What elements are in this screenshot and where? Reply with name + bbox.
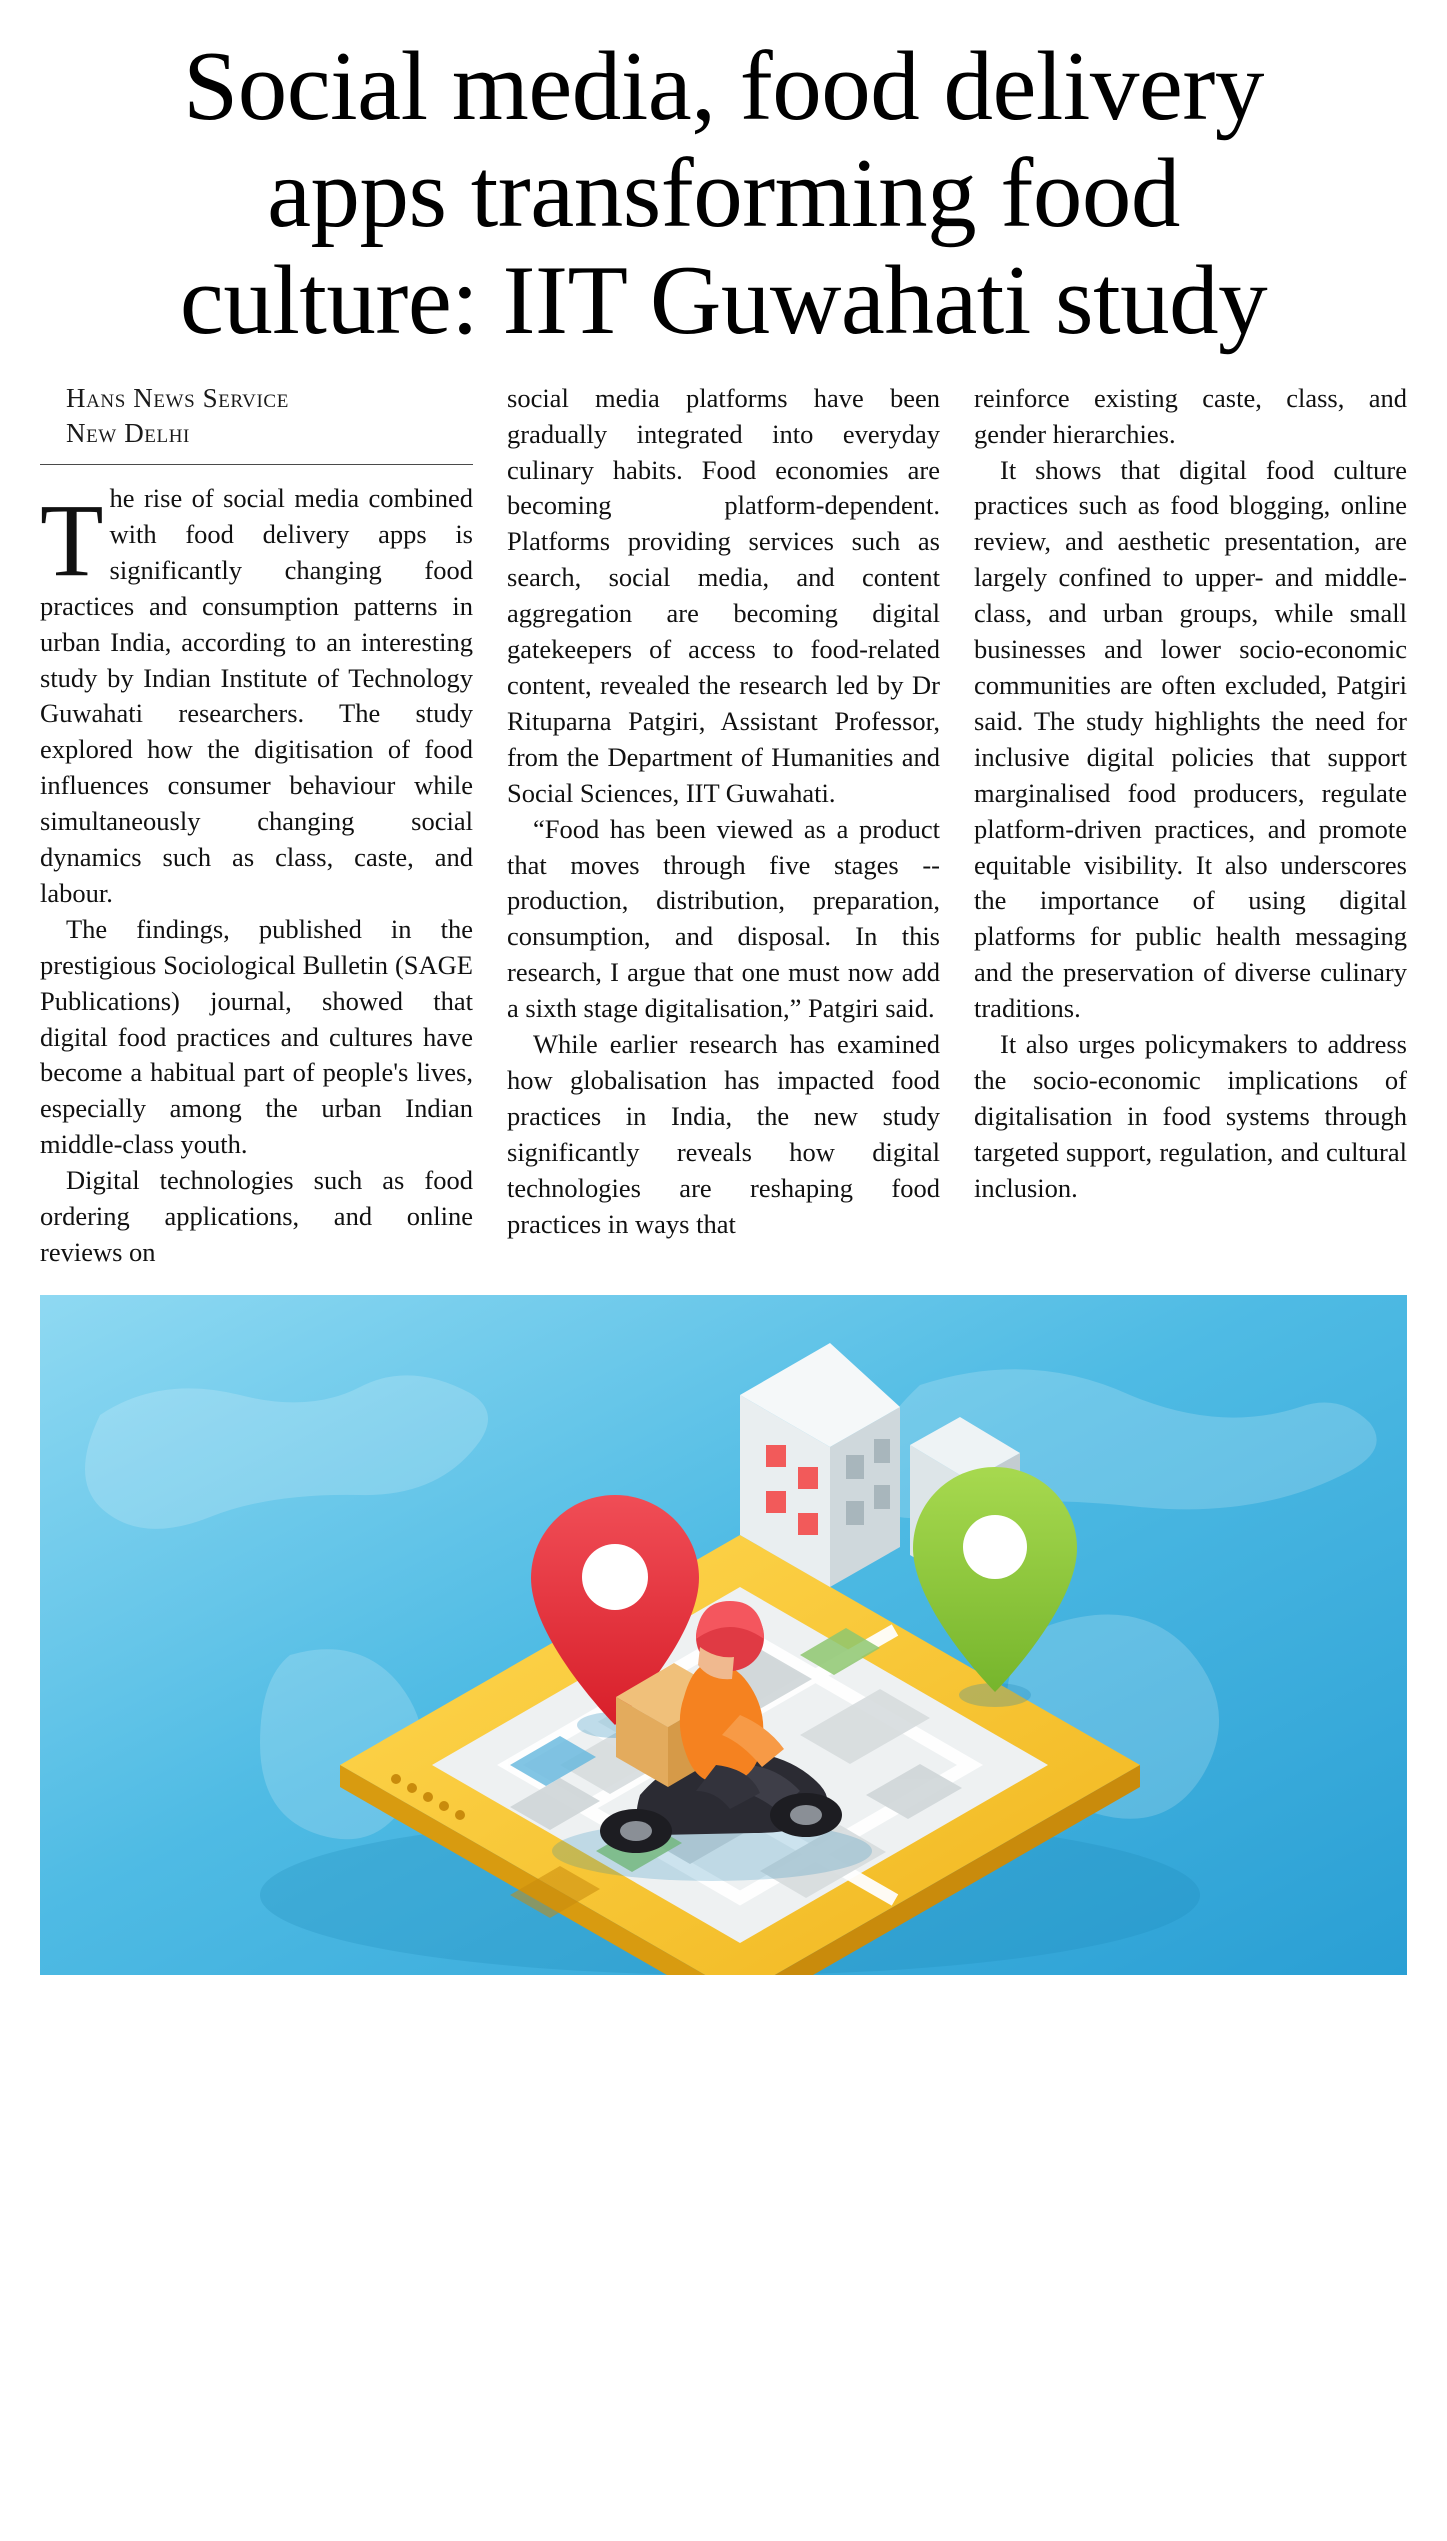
paragraph: reinforce existing caste, class, and gender hierarchies. [974, 382, 1407, 449]
paragraph: While earlier research has examined how globalisation has impacted food practices in India, the new study significantly reveals how digital technologies are reshaping food practices in ways that [507, 1029, 940, 1239]
paragraph: Digital technologies such as food ordering applications, and online reviews on [40, 1165, 473, 1267]
paragraph: social media platforms have been gradually integrated into everyday culinary habits. Food economies are becoming platform-dependent. Platforms providing services such as search, social media, and content aggregation are becoming digital gatekeepers of access to food-related content, revealed the research led by Dr Rituparna Patgiri, Assistant Professor, from the Department of Humanities and Social Sciences, IIT Guwahati. [507, 382, 940, 808]
byline [40, 381, 473, 452]
article-columns [40, 381, 1407, 1271]
article-illustration [40, 1295, 1407, 1975]
byline-service: Hans News Service [66, 382, 289, 413]
paragraph: It shows that digital food culture practices such as food blogging, online review, and aesthetic presentation, are largely confined to upper- and middle-class, and urban groups, while small businesses and lower socio-economic communities are often excluded, Patgiri said. The study highlights the need for inclusive digital policies that support marginalised food producers, regulate platform-driven practices, and promote equitable visibility. It also underscores the importance of using digital platforms for public health messaging and the preservation of diverse culinary traditions. [974, 454, 1407, 1024]
paragraph: It also urges policymakers to address the socio-economic implications of digitalisation in food systems through targeted support, regulation, and cultural inclusion. [974, 1029, 1407, 1203]
byline-divider [40, 464, 473, 465]
delivery-illustration-graphic [40, 1295, 1407, 1975]
paragraph: The findings, published in the prestigious Sociological Bulletin (SAGE Publications) journal, showed that digital food practices and cultures have become a habitual part of people's lives, especially among the urban Indian middle-class youth. [40, 913, 473, 1160]
article-column-3 [974, 381, 1407, 1207]
paragraph: The rise of social media combined with food delivery apps is significantly changing food practices and consumption patterns in urban India, according to an interesting study by Indian Institute of Technology Guwahati researchers. The study explored how the digitisation of food influences consumer behaviour while simultaneously changing social dynamics such as class, caste, and labour. [40, 482, 473, 908]
byline-location: New Delhi [66, 418, 190, 449]
article-column-2 [507, 381, 940, 1243]
headline-line-1: Social media, food delivery [183, 32, 1264, 141]
page-title [40, 34, 1407, 355]
headline-line-2: apps transforming food [267, 138, 1180, 248]
article-column-1 [40, 381, 473, 1271]
headline-line-3: culture: IIT Guwahati study [179, 245, 1268, 355]
paragraph: “Food has been viewed as a product that moves through five stages -- production, distribution, preparation, consumption, and disposal. In this research, I argue that one must now add a sixth stage digitalisation,” Patgiri said. [507, 813, 940, 1024]
